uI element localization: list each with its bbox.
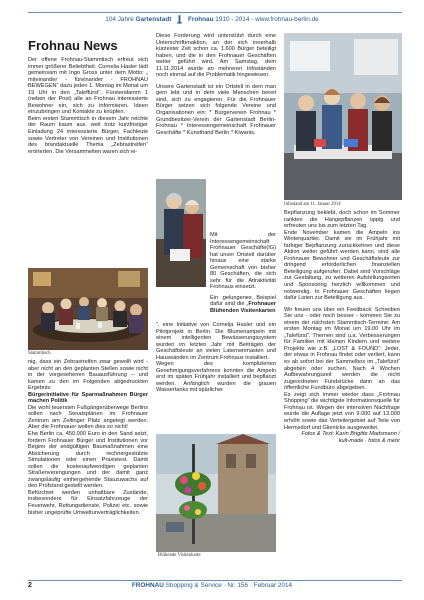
photo-credit: Fotos & Text: Karin Brigitte Madsmann / [301, 431, 400, 438]
infostand-caption: Infostand am 11. Januar 2014 [284, 202, 341, 207]
infostand-photo [284, 33, 402, 200]
photo-credit-line2: kult-made · fotos & mehr [338, 437, 400, 444]
subheading: Bürgerinitiative für Sparmaßnahmen Bürger machen Politik [28, 391, 148, 405]
footer-text: Shopping & Service · Nr. 156 · Februar 2014 [165, 582, 293, 589]
paragraph: Bepflanzung beklebt, doch schon im Sommer rankten die Hängepflanzen üppig und erfreuten uns bis zum letzten Tag. [284, 210, 400, 230]
header-brand: Gartenstadt [135, 16, 172, 24]
column-3 [284, 210, 400, 444]
paragraph-text: Ein gelungenes Beispiel dafür sind die „ [210, 294, 276, 308]
paragraph: Wegen des komplizierten Genehmigungsverfahrens konnten die Ampeln erst im späten Frühjahr installiert und bepflanzt werden. Anfänglich wurden die grauen Wassertanks mit spärlicher [156, 361, 276, 394]
column-2 [156, 33, 276, 136]
paragraph: Mit der Interessengemeinschaft Frohnauer Geschäfte(IG) hat unser Ortsteil darüber hinaus eine starke Gemeinschaft von bisher 80 Geschäften, die sich sehr für die Attraktivität Frohnaus einsetzt. [210, 232, 276, 291]
footer-rule [28, 580, 402, 581]
flower-lamp-image [156, 434, 276, 552]
column-2-continued [156, 322, 276, 394]
paragraph: Diese Forderung wird unterstützt durch eine Unterschriftenaktion, an der sich innerhalb kürzester Zeit schon ca. 1.600 Bürger beteiligt haben, und die in den Frohnauer Geschäften weiter geführt wird. Am Samstag, dem 11.11.2014 wurde an mehreren Infoständen noch einmal auf die Problematik hingewiesen. [156, 33, 276, 79]
stammtisch-caption: Stammtisch [28, 351, 51, 356]
paragraph: Der offene Frohnau-Stammtisch erfreut sich immer größerer Beliebtheit. Cornelia Hasler lädt gemeinsam mit Ingo Gross unter dem Motto: „ miteinander - füreinander - FROHNAU BEWEGEN“ dazu jeden 1. Montag im Monat um 19 Uhr in den „Taleffürst“, Fürstendamm 1 (neben der Post) alle an Frohnau interessierte Bewohner ein, sich zu informieren, Ideen einzubringen und Kontakte zu knüpfen. [28, 57, 148, 116]
paragraph: Beim ersten Stammtisch in diesem Jahr reichte der Raum kaum aus, weil trotz kurzfristiger Einladung 24 interessierte Bürger, Fachleute sowie Vertreter von Vereinen und Institutionen des brandaktuelle Thema „Zebrastreifen“ erörterten. Die Versammelten waren sich ei- [28, 115, 148, 155]
column-1 [28, 33, 148, 155]
paragraph [210, 295, 276, 315]
paragraph [156, 322, 276, 361]
couple-photo [156, 179, 206, 287]
column-2-text-beside-photo [210, 232, 276, 315]
page-number: 2 [28, 582, 32, 589]
stammtisch-image [28, 268, 148, 350]
header-years: 1910 - 2014 - www.frohnau-berlin.de [215, 16, 319, 24]
flower-lamp-photo [156, 434, 276, 552]
paragraph: Es zeigt sich immer wieder dass „Frohnau Shopping“ die wichtigste Informationsquelle für Frohnau ist. Wegen der intensiven Nachfrage wurde die Auflage jetzt von 9.000 auf 13.000 erhöht sowie das Verteilergebiet auf Teile von Hermsdorf und Glienicke ausgeweitet. [284, 391, 400, 431]
couple-image [156, 179, 206, 287]
paragraph: Wir freuen uns über ein Feedback: Schreiben Sie uns - oder noch besser - kommen Sie zu einem der nächsten Stammtisch-Termine: Am ersten Montag im Monat um 19.00 Uhr im „Talefürst“. Themen sind u.a. Verbesserungen für Familien mit kleinen Kindern und weitere Projekte wie z.B. „LOST & FOUND“: Jeder, der etwas in Frohnau findet oder verliert, kann es ab sofort bei der Sammelbox im „Talefürst“ abgeben oder suchen. Nach 4 Wochen Aufbewahrungszeit werden die nicht zugeordneten Fundstücke dann an das öffentliche Fundbüro abgegeben. [284, 306, 400, 392]
paragraph: nig, dass ein Zebrastreifen zwar gewollt wird - aber nicht an den geplanten Stellen sowie nicht in der vorgesehenen Bauausführung – und kamen zu den im Folgenden abgedruckten Ergebnis: [28, 359, 148, 392]
paragraph: Ende November kamen die Ampeln ins Winterquartier. Damit sie im Frühjahr mit farbiger Bepflanzung zurückkehren und diese Aktion weiter geführt werden kann, sind alle Frohnauer Bewohner und Geschäftsleute zur dringend erforderlichen finanziellen Beteiligung aufgerufen. Dabei sind Vorschläge zur Gestaltung, zu weiteren Aufstellungsorten und Sponsoring herzlich willkommen und notwendig. In Frohnauer Geschäften liegen dafür Listen zur Beteiligung aus. [284, 229, 400, 302]
page-footer [0, 582, 424, 592]
paragraph-text: “, eine Initiative von Cornelja Hasler und ein Pilotprojekt in Berlin. Die Blumenampeln mit einem intelligenten Bewässerungssystem wurden im letzten Jahr mit Beiträgen der Geschäftsleute an vielen Laternenmasten und Hauswänden im Zentrum Frohnaus installiert. [156, 322, 276, 361]
page-header [0, 15, 424, 24]
stammtisch-photo [28, 268, 148, 350]
paragraph: Befürchtet werden unhaltbare Zustände, insbesondere für Einsatzfahrzeuge der Feuerwehr, Rettungsdienste, Polizei etc. sowie bisher ungeprüfte Umweltunverträglichkeiten. [28, 489, 148, 516]
header-name: Frohnau [187, 16, 214, 24]
article-title: Frohnau News [28, 38, 118, 53]
footer-publication [0, 582, 424, 589]
paragraph: Unsere Gartenstadt ist ein Ortsteil in dem man gern lebt und in dem viele Menschen bereit sind, sich zu engagieren. Für die Frohnauer Bürger setzen sich folgende Vereine und Organisationen ein: * Bürgerverein Frohnau * Grundbesitzer-Verein der Gartenstadt Berlin-Frohnau * Interessengemeinschaft Frohnauer Geschäfte * Kunsthand Berlin * Kiwanis. [156, 83, 276, 136]
flower-lamp-caption: Blühende Visitenkarte [158, 553, 201, 558]
tower-logo-icon [175, 15, 184, 24]
header-prefix: 104 Jahre [105, 16, 134, 24]
column-1-continued [28, 359, 148, 516]
paragraph: Die wohl teuersten Fußgängerüberwege Berlins sollen nach Senatsplänen im Frohnauer Zentrum am Zeltinger Platz angelegt werden. Aber die Frohnauer wollen dies so nicht! [28, 404, 148, 431]
infostand-image [284, 33, 402, 200]
footer-brand: FROHNAU [131, 582, 164, 589]
highlight-text: Frohnauer Blühenden Visitenkarten [210, 301, 276, 315]
header-rule [28, 12, 402, 13]
paragraph: Ehe Berlin ca. 450.000 Euro in den Sand setzt, fordern Frohnauer Bürger und Institutionen vor Beginn der endgültigen Baumaßnahmen eine Absicherung durch rechnergestützte Simulationen oder einen Praxistest. Damit sollen die kostenaufwendigen geplanten Straßenverengungen und der damit ganz zwangsläufig einhergehende Stauzuwachs auf den Prüfstand gestellt werden. [28, 431, 148, 490]
